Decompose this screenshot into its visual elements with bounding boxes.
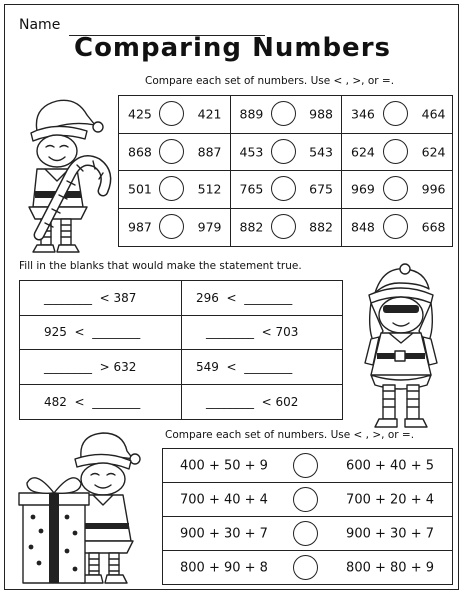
right-number: 882 [309, 219, 333, 235]
right-number: 979 [197, 219, 222, 235]
answer-circle[interactable] [383, 101, 408, 126]
blank-cell[interactable] [182, 385, 344, 420]
blank-cell[interactable] [20, 385, 182, 420]
right-number: 624 [421, 144, 446, 160]
answer-circle[interactable] [271, 101, 296, 126]
comparison-cell [119, 209, 231, 247]
left-number: 765 [239, 181, 264, 197]
right-number: 464 [421, 106, 446, 122]
right-number: 543 [309, 144, 333, 160]
comparison-cell [231, 96, 343, 133]
left-number: 848 [351, 219, 375, 235]
right-number: 421 [197, 106, 222, 122]
comparison-cell [119, 134, 231, 171]
table-row [119, 134, 452, 172]
answer-circle[interactable] [271, 139, 296, 164]
table-row [20, 385, 342, 420]
answer-circle[interactable] [293, 555, 318, 580]
right-expression: 900 + 30 + 7 [346, 526, 434, 541]
answer-circle[interactable] [159, 101, 184, 126]
left-expression: 800 + 90 + 8 [180, 560, 268, 576]
answer-circle[interactable] [293, 521, 318, 546]
right-expression: 600 + 40 + 5 [346, 458, 434, 473]
left-number: 453 [239, 144, 264, 160]
left-number: 987 [128, 219, 152, 235]
table-row [20, 316, 342, 351]
right-number: 887 [197, 144, 222, 160]
page-title: Comparing Numbers [73, 33, 391, 63]
comparison-cell [231, 209, 343, 247]
statement-text: ________ > 632 [44, 359, 137, 374]
table-row [20, 281, 342, 316]
comparison-cell [231, 171, 343, 208]
answer-circle[interactable] [159, 214, 184, 239]
elf-girl-illustration [349, 261, 449, 431]
comparison-cell [342, 96, 454, 133]
left-number: 882 [239, 219, 264, 235]
blank-cell[interactable] [182, 281, 344, 315]
table-row [119, 209, 452, 247]
comparison-cell [231, 134, 343, 171]
answer-circle[interactable] [159, 139, 184, 164]
left-number: 346 [351, 106, 375, 122]
section1-instruction: Compare each set of numbers. Use < , >, or =. [145, 75, 395, 87]
right-expression: 800 + 80 + 9 [346, 560, 434, 576]
worksheet-page [4, 4, 459, 590]
left-expression: 400 + 50 + 9 [180, 458, 268, 473]
comparison-cell [119, 171, 231, 208]
table-row [119, 96, 452, 134]
answer-circle[interactable] [383, 214, 408, 239]
left-expression: 700 + 40 + 4 [180, 492, 268, 507]
answer-circle[interactable] [293, 487, 318, 512]
name-label: Name [19, 17, 61, 33]
answer-circle[interactable] [271, 176, 296, 201]
right-number: 988 [309, 106, 333, 122]
left-expression: 900 + 30 + 7 [180, 526, 268, 541]
comparison-grid [118, 95, 453, 247]
table-row [163, 449, 452, 483]
answer-circle[interactable] [383, 139, 408, 164]
left-number: 624 [351, 144, 375, 160]
table-row [163, 551, 452, 585]
table-row [20, 350, 342, 385]
right-expression: 700 + 20 + 4 [346, 492, 434, 507]
comparison-cell [342, 171, 454, 208]
answer-circle[interactable] [383, 176, 408, 201]
blank-cell[interactable] [20, 350, 182, 384]
right-number: 996 [421, 181, 446, 197]
left-number: 969 [351, 181, 375, 197]
answer-circle[interactable] [271, 214, 296, 239]
right-number: 675 [309, 181, 333, 197]
comparison-cell [342, 134, 454, 171]
elf-candy-cane-illustration [15, 87, 115, 257]
blank-cell[interactable] [20, 316, 182, 350]
section2-instruction: Fill in the blanks that would make the statement true. [19, 260, 302, 272]
left-number: 501 [128, 181, 152, 197]
answer-circle[interactable] [293, 453, 318, 478]
right-number: 512 [197, 181, 222, 197]
left-number: 868 [128, 144, 152, 160]
expanded-form-grid [162, 448, 453, 585]
left-number: 425 [128, 106, 152, 122]
statement-text: 482 < ________ [44, 394, 141, 409]
table-row [163, 483, 452, 517]
fill-blanks-grid [19, 280, 343, 420]
blank-cell[interactable] [182, 350, 344, 384]
statement-text: 296 < ________ [196, 290, 293, 305]
table-row [163, 517, 452, 551]
left-number: 889 [239, 106, 264, 122]
comparison-cell [342, 209, 454, 247]
blank-cell[interactable] [20, 281, 182, 315]
blank-cell[interactable] [182, 316, 344, 350]
statement-text: ________ < 602 [206, 394, 299, 409]
table-row [119, 171, 452, 209]
section3-instruction: Compare each set of numbers. Use < , >, or =. [165, 429, 415, 441]
statement-text: ________ < 387 [44, 290, 137, 305]
right-number: 668 [421, 219, 446, 235]
statement-text: 925 < ________ [44, 325, 141, 340]
answer-circle[interactable] [159, 176, 184, 201]
elf-gift-illustration [15, 429, 160, 589]
statement-text: 549 < ________ [196, 359, 293, 374]
statement-text: ________ < 703 [206, 325, 299, 340]
comparison-cell [119, 96, 231, 133]
